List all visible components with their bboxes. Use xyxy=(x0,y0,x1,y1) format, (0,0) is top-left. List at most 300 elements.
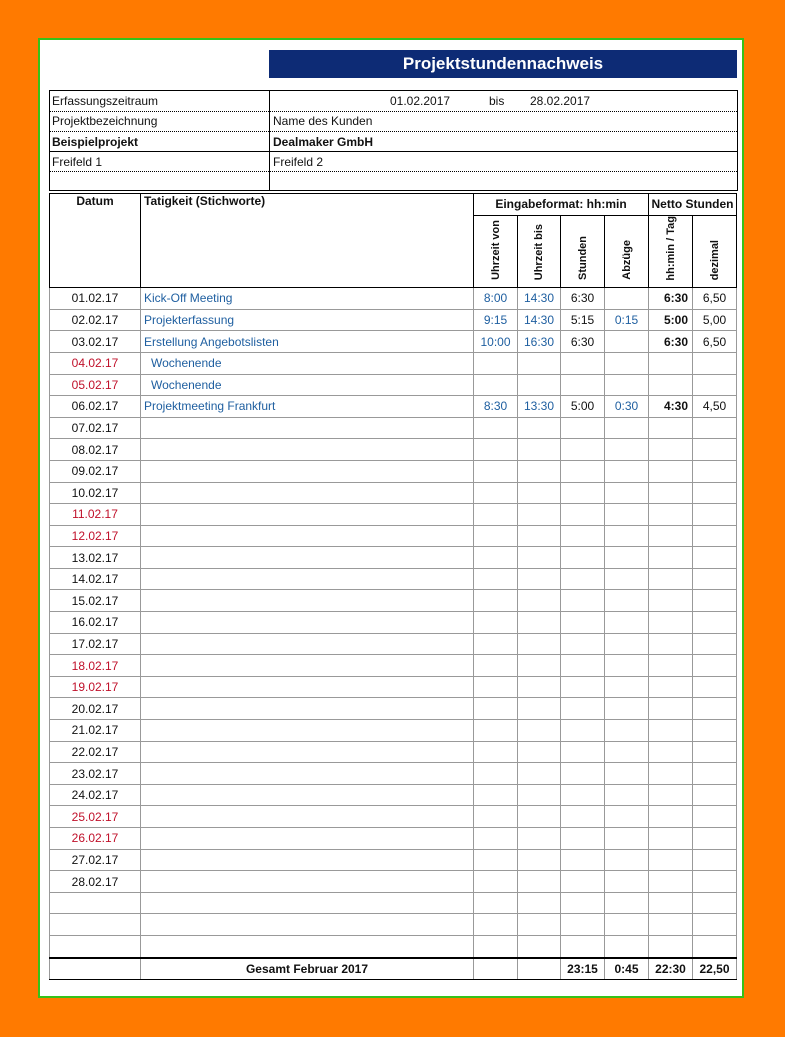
activity-cell[interactable] xyxy=(141,763,474,785)
activity-cell[interactable] xyxy=(141,806,474,828)
date-cell[interactable]: 17.02.17 xyxy=(50,633,141,655)
dezimal-cell[interactable] xyxy=(693,460,737,482)
activity-cell[interactable] xyxy=(141,935,474,957)
stunden-cell[interactable] xyxy=(561,633,605,655)
hhmin-cell[interactable] xyxy=(649,655,693,677)
table-row xyxy=(50,568,737,590)
activity-cell[interactable] xyxy=(141,568,474,590)
stunden-cell[interactable]: 5:00 xyxy=(561,396,605,418)
total-empty xyxy=(474,958,518,980)
stunden-cell[interactable] xyxy=(561,914,605,936)
freifeld-row xyxy=(50,152,737,172)
abzuege-cell[interactable] xyxy=(605,547,649,569)
stunden-cell[interactable] xyxy=(561,741,605,763)
abzuege-cell[interactable] xyxy=(605,374,649,396)
von-cell[interactable] xyxy=(474,935,518,957)
stunden-cell[interactable] xyxy=(561,525,605,547)
table-row xyxy=(50,612,737,634)
activity-cell[interactable] xyxy=(141,655,474,677)
dezimal-cell[interactable]: 6,50 xyxy=(693,288,737,310)
abzuege-cell[interactable] xyxy=(605,460,649,482)
von-cell[interactable] xyxy=(474,676,518,698)
von-cell[interactable] xyxy=(474,482,518,504)
stunden-cell[interactable] xyxy=(561,871,605,893)
abzuege-cell[interactable] xyxy=(605,590,649,612)
bis-cell[interactable]: 16:30 xyxy=(518,331,561,353)
activity-cell[interactable] xyxy=(141,828,474,850)
activity-cell[interactable] xyxy=(141,676,474,698)
date-cell[interactable] xyxy=(50,914,141,936)
dezimal-cell[interactable] xyxy=(693,504,737,526)
hhmin-cell[interactable] xyxy=(649,914,693,936)
total-dezimal: 22,50 xyxy=(693,958,737,980)
von-cell[interactable] xyxy=(474,374,518,396)
date-cell[interactable] xyxy=(50,892,141,914)
bis-cell[interactable] xyxy=(518,525,561,547)
date-cell[interactable]: 23.02.17 xyxy=(50,763,141,785)
hhmin-cell[interactable] xyxy=(649,676,693,698)
von-cell[interactable]: 8:00 xyxy=(474,288,518,310)
von-cell[interactable] xyxy=(474,720,518,742)
stunden-cell[interactable] xyxy=(561,784,605,806)
dezimal-cell[interactable] xyxy=(693,547,737,569)
bis-cell[interactable] xyxy=(518,612,561,634)
dezimal-cell[interactable] xyxy=(693,525,737,547)
table-row xyxy=(50,417,737,439)
stunden-cell[interactable] xyxy=(561,806,605,828)
hhmin-cell[interactable] xyxy=(649,547,693,569)
table-row xyxy=(50,655,737,677)
period-bis: bis xyxy=(489,94,505,108)
stunden-cell[interactable] xyxy=(561,849,605,871)
activity-cell[interactable] xyxy=(141,633,474,655)
stunden-cell[interactable] xyxy=(561,439,605,461)
hhmin-cell[interactable] xyxy=(649,806,693,828)
total-empty xyxy=(518,958,561,980)
activity-cell[interactable]: Wochenende xyxy=(141,352,474,374)
von-cell[interactable]: 8:30 xyxy=(474,396,518,418)
abzuege-cell[interactable] xyxy=(605,504,649,526)
stunden-cell[interactable] xyxy=(561,720,605,742)
bis-cell[interactable] xyxy=(518,676,561,698)
date-cell[interactable]: 27.02.17 xyxy=(50,849,141,871)
dezimal-cell[interactable] xyxy=(693,892,737,914)
bis-cell[interactable] xyxy=(518,784,561,806)
date-cell[interactable]: 24.02.17 xyxy=(50,784,141,806)
date-cell[interactable]: 10.02.17 xyxy=(50,482,141,504)
hhmin-cell[interactable] xyxy=(649,828,693,850)
stunden-cell[interactable] xyxy=(561,417,605,439)
activity-cell[interactable]: Kick-Off Meeting xyxy=(141,288,474,310)
period-label: Erfassungszeitraum xyxy=(52,94,159,108)
abzuege-cell[interactable] xyxy=(605,288,649,310)
date-cell[interactable]: 20.02.17 xyxy=(50,698,141,720)
date-cell[interactable]: 15.02.17 xyxy=(50,590,141,612)
col-datum: Datum xyxy=(50,194,141,288)
von-cell[interactable] xyxy=(474,892,518,914)
total-label: Gesamt Februar 2017 xyxy=(141,958,474,980)
col-netto: Netto Stunden xyxy=(649,194,737,216)
date-cell[interactable]: 14.02.17 xyxy=(50,568,141,590)
activity-cell[interactable]: Wochenende xyxy=(141,374,474,396)
von-cell[interactable] xyxy=(474,352,518,374)
hhmin-cell[interactable]: 4:30 xyxy=(649,396,693,418)
hhmin-cell[interactable] xyxy=(649,460,693,482)
hhmin-cell[interactable] xyxy=(649,698,693,720)
dezimal-cell[interactable] xyxy=(693,439,737,461)
abzuege-cell[interactable] xyxy=(605,633,649,655)
activity-cell[interactable]: Projektmeeting Frankfurt xyxy=(141,396,474,418)
dezimal-cell[interactable] xyxy=(693,698,737,720)
table-row xyxy=(50,460,737,482)
dezimal-cell[interactable] xyxy=(693,849,737,871)
activity-cell[interactable] xyxy=(141,504,474,526)
von-cell[interactable] xyxy=(474,547,518,569)
bis-cell[interactable]: 13:30 xyxy=(518,396,561,418)
bis-cell[interactable] xyxy=(518,439,561,461)
abzuege-cell[interactable] xyxy=(605,784,649,806)
stunden-cell[interactable]: 6:30 xyxy=(561,288,605,310)
hhmin-cell[interactable] xyxy=(649,482,693,504)
abzuege-cell[interactable] xyxy=(605,871,649,893)
date-cell[interactable]: 05.02.17 xyxy=(50,374,141,396)
table-row xyxy=(50,288,737,310)
activity-cell[interactable] xyxy=(141,871,474,893)
stunden-cell[interactable] xyxy=(561,482,605,504)
stunden-cell[interactable] xyxy=(561,828,605,850)
date-cell[interactable] xyxy=(50,935,141,957)
hhmin-cell[interactable] xyxy=(649,590,693,612)
bis-cell[interactable] xyxy=(518,871,561,893)
stunden-cell[interactable] xyxy=(561,504,605,526)
abzuege-cell[interactable] xyxy=(605,698,649,720)
von-cell[interactable] xyxy=(474,828,518,850)
bis-cell[interactable] xyxy=(518,633,561,655)
total-hhmin: 22:30 xyxy=(649,958,693,980)
bis-cell[interactable] xyxy=(518,849,561,871)
von-cell[interactable] xyxy=(474,849,518,871)
table-row xyxy=(50,892,737,914)
dezimal-cell[interactable] xyxy=(693,374,737,396)
dezimal-cell[interactable] xyxy=(693,806,737,828)
abzuege-cell[interactable] xyxy=(605,676,649,698)
page-title: Projektstundennachweis xyxy=(269,50,737,78)
abzuege-cell[interactable]: 0:15 xyxy=(605,309,649,331)
abzuege-cell[interactable] xyxy=(605,417,649,439)
dezimal-cell[interactable]: 4,50 xyxy=(693,396,737,418)
hhmin-cell[interactable] xyxy=(649,633,693,655)
von-cell[interactable] xyxy=(474,806,518,828)
bis-cell[interactable] xyxy=(518,935,561,957)
dezimal-cell[interactable] xyxy=(693,871,737,893)
col-dezimal: dezimal xyxy=(693,215,737,288)
stunden-cell[interactable] xyxy=(561,892,605,914)
date-cell[interactable]: 28.02.17 xyxy=(50,871,141,893)
von-cell[interactable] xyxy=(474,460,518,482)
stunden-cell[interactable] xyxy=(561,460,605,482)
date-cell[interactable]: 07.02.17 xyxy=(50,417,141,439)
projektbezeichnung-row xyxy=(50,111,737,131)
abzuege-cell[interactable] xyxy=(605,914,649,936)
table-row xyxy=(50,396,737,418)
date-cell[interactable]: 22.02.17 xyxy=(50,741,141,763)
bis-cell[interactable] xyxy=(518,806,561,828)
hhmin-cell[interactable] xyxy=(649,720,693,742)
date-cell[interactable]: 26.02.17 xyxy=(50,828,141,850)
hhmin-cell[interactable] xyxy=(649,374,693,396)
activity-cell[interactable] xyxy=(141,460,474,482)
activity-cell[interactable] xyxy=(141,417,474,439)
von-cell[interactable] xyxy=(474,590,518,612)
abzuege-cell[interactable] xyxy=(605,892,649,914)
activity-cell[interactable] xyxy=(141,720,474,742)
hhmin-cell[interactable]: 5:00 xyxy=(649,309,693,331)
abzuege-cell[interactable] xyxy=(605,741,649,763)
table-row xyxy=(50,935,737,957)
bis-cell[interactable] xyxy=(518,741,561,763)
von-cell[interactable] xyxy=(474,439,518,461)
table-row xyxy=(50,849,737,871)
date-cell[interactable]: 21.02.17 xyxy=(50,720,141,742)
dezimal-cell[interactable] xyxy=(693,352,737,374)
bis-cell[interactable] xyxy=(518,763,561,785)
von-cell[interactable] xyxy=(474,655,518,677)
abzuege-cell[interactable] xyxy=(605,352,649,374)
date-cell[interactable]: 01.02.17 xyxy=(50,288,141,310)
dezimal-cell[interactable]: 6,50 xyxy=(693,331,737,353)
stunden-cell[interactable] xyxy=(561,374,605,396)
timesheet-page xyxy=(38,38,744,998)
dezimal-cell[interactable] xyxy=(693,935,737,957)
period-to[interactable]: 28.02.2017 xyxy=(530,94,591,108)
hhmin-cell[interactable]: 6:30 xyxy=(649,288,693,310)
table-row xyxy=(50,352,737,374)
dezimal-cell[interactable] xyxy=(693,784,737,806)
table-row xyxy=(50,504,737,526)
dezimal-cell[interactable] xyxy=(693,676,737,698)
abzuege-cell[interactable] xyxy=(605,439,649,461)
date-cell[interactable]: 04.02.17 xyxy=(50,352,141,374)
total-row xyxy=(50,958,737,980)
col-von: Uhrzeit von xyxy=(474,215,518,288)
activity-cell[interactable] xyxy=(141,439,474,461)
hhmin-cell[interactable] xyxy=(649,871,693,893)
dezimal-cell[interactable] xyxy=(693,568,737,590)
abzuege-cell[interactable] xyxy=(605,828,649,850)
bis-cell[interactable] xyxy=(518,547,561,569)
dezimal-cell[interactable]: 5,00 xyxy=(693,309,737,331)
date-cell[interactable]: 06.02.17 xyxy=(50,396,141,418)
table-row xyxy=(50,763,737,785)
activity-cell[interactable] xyxy=(141,784,474,806)
period-from[interactable]: 01.02.2017 xyxy=(390,94,451,108)
bis-cell[interactable] xyxy=(518,914,561,936)
von-cell[interactable] xyxy=(474,741,518,763)
dezimal-cell[interactable] xyxy=(693,612,737,634)
abzuege-cell[interactable] xyxy=(605,763,649,785)
abzuege-cell[interactable] xyxy=(605,482,649,504)
table-row xyxy=(50,720,737,742)
table-row xyxy=(50,374,737,396)
von-cell[interactable] xyxy=(474,525,518,547)
hhmin-cell[interactable] xyxy=(649,612,693,634)
hhmin-cell[interactable] xyxy=(649,849,693,871)
von-cell[interactable] xyxy=(474,914,518,936)
bis-cell[interactable]: 14:30 xyxy=(518,288,561,310)
table-row xyxy=(50,828,737,850)
table-row xyxy=(50,633,737,655)
bis-cell[interactable] xyxy=(518,417,561,439)
table-row xyxy=(50,482,737,504)
col-hhmin: hh:min / Tag xyxy=(649,215,693,288)
date-cell[interactable]: 25.02.17 xyxy=(50,806,141,828)
bis-cell[interactable] xyxy=(518,828,561,850)
stunden-cell[interactable]: 5:15 xyxy=(561,309,605,331)
hhmin-cell[interactable] xyxy=(649,892,693,914)
abzuege-cell[interactable] xyxy=(605,568,649,590)
table-row xyxy=(50,784,737,806)
table-row xyxy=(50,590,737,612)
table-row xyxy=(50,871,737,893)
table-row xyxy=(50,331,737,353)
hhmin-cell[interactable] xyxy=(649,784,693,806)
abzuege-cell[interactable] xyxy=(605,849,649,871)
abzuege-cell[interactable] xyxy=(605,655,649,677)
stunden-cell[interactable] xyxy=(561,935,605,957)
date-cell[interactable]: 02.02.17 xyxy=(50,309,141,331)
activity-cell[interactable] xyxy=(141,698,474,720)
dezimal-cell[interactable] xyxy=(693,741,737,763)
bis-cell[interactable] xyxy=(518,655,561,677)
abzuege-cell[interactable] xyxy=(605,806,649,828)
bis-cell[interactable] xyxy=(518,460,561,482)
total-stunden: 23:15 xyxy=(561,958,605,980)
stunden-cell[interactable] xyxy=(561,547,605,569)
beispielprojekt-value[interactable]: Dealmaker GmbH xyxy=(273,135,374,149)
projektbezeichnung-value[interactable]: Name des Kunden xyxy=(273,114,373,128)
date-cell[interactable]: 09.02.17 xyxy=(50,460,141,482)
bis-cell[interactable] xyxy=(518,482,561,504)
dezimal-cell[interactable] xyxy=(693,914,737,936)
activity-cell[interactable] xyxy=(141,547,474,569)
dezimal-cell[interactable] xyxy=(693,655,737,677)
activity-cell[interactable] xyxy=(141,590,474,612)
abzuege-cell[interactable] xyxy=(605,331,649,353)
date-cell[interactable]: 13.02.17 xyxy=(50,547,141,569)
abzuege-cell[interactable] xyxy=(605,720,649,742)
date-cell[interactable]: 03.02.17 xyxy=(50,331,141,353)
table-body xyxy=(50,288,737,958)
stunden-cell[interactable] xyxy=(561,352,605,374)
date-cell[interactable]: 18.02.17 xyxy=(50,655,141,677)
hhmin-cell[interactable] xyxy=(649,741,693,763)
abzuege-cell[interactable]: 0:30 xyxy=(605,396,649,418)
von-cell[interactable] xyxy=(474,784,518,806)
hhmin-cell[interactable] xyxy=(649,763,693,785)
total-abzuege: 0:45 xyxy=(605,958,649,980)
hhmin-cell[interactable] xyxy=(649,417,693,439)
bis-cell[interactable] xyxy=(518,720,561,742)
hhmin-cell[interactable] xyxy=(649,439,693,461)
dezimal-cell[interactable] xyxy=(693,482,737,504)
dezimal-cell[interactable] xyxy=(693,828,737,850)
von-cell[interactable]: 9:15 xyxy=(474,309,518,331)
date-cell[interactable]: 08.02.17 xyxy=(50,439,141,461)
dotted-line xyxy=(50,171,737,172)
dezimal-cell[interactable] xyxy=(693,590,737,612)
stunden-cell[interactable] xyxy=(561,655,605,677)
stunden-cell[interactable] xyxy=(561,612,605,634)
bis-cell[interactable] xyxy=(518,374,561,396)
von-cell[interactable] xyxy=(474,504,518,526)
bis-cell[interactable] xyxy=(518,352,561,374)
abzuege-cell[interactable] xyxy=(605,525,649,547)
von-cell[interactable]: 10:00 xyxy=(474,331,518,353)
time-table xyxy=(49,193,737,980)
von-cell[interactable] xyxy=(474,633,518,655)
activity-cell[interactable] xyxy=(141,525,474,547)
date-cell[interactable]: 16.02.17 xyxy=(50,612,141,634)
hhmin-cell[interactable]: 6:30 xyxy=(649,331,693,353)
von-cell[interactable] xyxy=(474,612,518,634)
stunden-cell[interactable]: 6:30 xyxy=(561,331,605,353)
von-cell[interactable] xyxy=(474,568,518,590)
von-cell[interactable] xyxy=(474,698,518,720)
hhmin-cell[interactable] xyxy=(649,525,693,547)
dezimal-cell[interactable] xyxy=(693,763,737,785)
hhmin-cell[interactable] xyxy=(649,504,693,526)
beispielprojekt-row xyxy=(50,132,737,152)
freifeld-1[interactable]: Freifeld 1 xyxy=(52,155,103,169)
abzuege-cell[interactable] xyxy=(605,612,649,634)
activity-cell[interactable] xyxy=(141,892,474,914)
activity-cell[interactable] xyxy=(141,612,474,634)
date-cell[interactable]: 12.02.17 xyxy=(50,525,141,547)
activity-cell[interactable] xyxy=(141,914,474,936)
stunden-cell[interactable] xyxy=(561,568,605,590)
date-cell[interactable]: 11.02.17 xyxy=(50,504,141,526)
hhmin-cell[interactable] xyxy=(649,352,693,374)
activity-cell[interactable]: Erstellung Angebotslisten xyxy=(141,331,474,353)
hhmin-cell[interactable] xyxy=(649,568,693,590)
activity-cell[interactable]: Projekterfassung xyxy=(141,309,474,331)
bis-cell[interactable]: 14:30 xyxy=(518,309,561,331)
bis-cell[interactable] xyxy=(518,892,561,914)
table-row xyxy=(50,806,737,828)
freifeld-2[interactable]: Freifeld 2 xyxy=(273,155,324,169)
bis-cell[interactable] xyxy=(518,590,561,612)
von-cell[interactable] xyxy=(474,763,518,785)
activity-cell[interactable] xyxy=(141,849,474,871)
stunden-cell[interactable] xyxy=(561,676,605,698)
hhmin-cell[interactable] xyxy=(649,935,693,957)
activity-cell[interactable] xyxy=(141,741,474,763)
bis-cell[interactable] xyxy=(518,504,561,526)
stunden-cell[interactable] xyxy=(561,590,605,612)
date-cell[interactable]: 19.02.17 xyxy=(50,676,141,698)
stunden-cell[interactable] xyxy=(561,698,605,720)
dezimal-cell[interactable] xyxy=(693,633,737,655)
dezimal-cell[interactable] xyxy=(693,417,737,439)
stunden-cell[interactable] xyxy=(561,763,605,785)
bis-cell[interactable] xyxy=(518,568,561,590)
dezimal-cell[interactable] xyxy=(693,720,737,742)
von-cell[interactable] xyxy=(474,417,518,439)
von-cell[interactable] xyxy=(474,871,518,893)
activity-cell[interactable] xyxy=(141,482,474,504)
abzuege-cell[interactable] xyxy=(605,935,649,957)
bis-cell[interactable] xyxy=(518,698,561,720)
